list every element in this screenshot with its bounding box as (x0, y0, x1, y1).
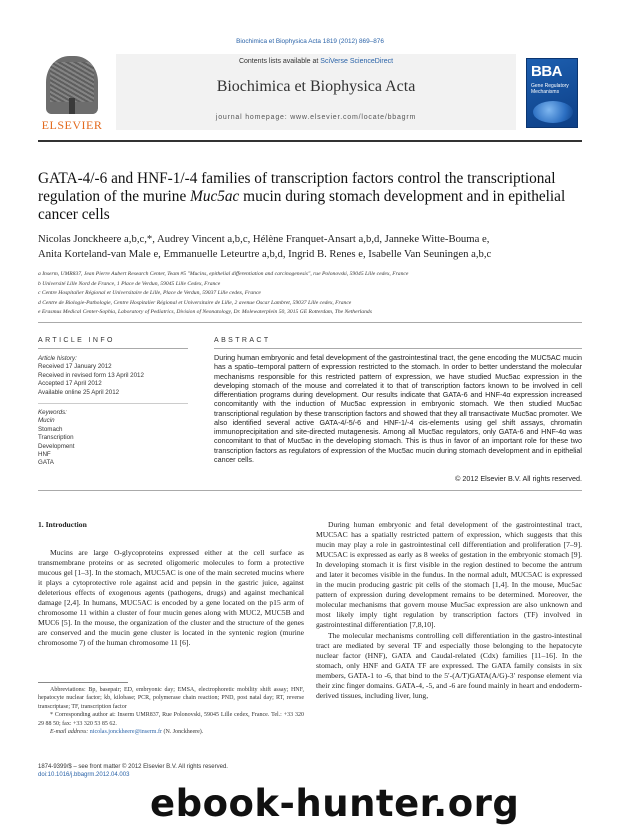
title-part-2: mucin during stomach development and in epithelial cancer cells (38, 188, 566, 223)
affiliation-a: a Inserm, UMR837, Jean Pierre Aubert Research Center, Team #5 "Mucins, epithelial differentiation and carcinogenesis", rue Polonovski, 59045 Lille cedex, France (38, 271, 409, 277)
body-column-right (316, 520, 582, 701)
affiliations (38, 270, 588, 318)
abstract-bottom-rule (38, 490, 582, 491)
keyword-item: Mucin (38, 417, 55, 425)
keyword-item: Stomach (38, 425, 63, 433)
abbreviations-footnote: Abbreviations: Bp, basepair; ED, embryonic day; EMSA, electrophoretic mobility shift assay; HNF, hepatocyte nuclear factor; kb, kilobase; PCR, polymerase chain reaction; PND, post natal day; RT, reverse transcriptase; TF, transcription factor (38, 687, 304, 710)
keywords-block (38, 409, 188, 468)
article-info-rule (38, 348, 188, 349)
keyword-item: HNF (38, 451, 51, 459)
affiliation-e: e Erasmus Medical Center-Sophia, Laboratory of Pediatrics, Division of Neonatology, Dr. Molewaterplein 50, 3015 GE Rotterdam, The Netherlands (38, 309, 372, 316)
keyword-item: Transcription (38, 434, 74, 442)
intro-paragraph-2: During human embryonic and fetal development of the gastrointestinal tract, MUC5AC has a spatially restricted pattern of expression, which suggests that this mucin may play a role in gastrointestinal cell differentiation and proliferation [7–9]. MUC5AC is expressed as early as 8 weeks of gestation in the embryonic stomach [9]. In developing stomach it is first visible in the region destined to become the antrum and later it becomes visible in the fundus. In the normal adult, MUC5AC is expressed in the mucin producing gastric pit cells of the stomach [1,4]. In the mouse, Muc5ac pattern of expression during development remains to be determined. Moreover, the molecular mechanisms that govern mouse Muc5ac expression are also unknown and most likely imply tight regulation by transcription factors (TF) involved in gastrointestinal differentiation [7,8,10]. (316, 520, 582, 630)
article-history (38, 355, 188, 397)
contents-prefix: Contents lists available at (238, 58, 319, 65)
email-link[interactable]: nicolas.jonckheere@inserm.fr (89, 729, 162, 736)
cover-subtitle: Gene Regulatory Mechanisms (531, 83, 569, 95)
doi-link[interactable]: doi:10.1016/j.bbagrm.2012.04.003 (38, 772, 130, 779)
issn-block (38, 763, 304, 780)
sciencedirect-link[interactable]: SciVerse ScienceDirect (320, 58, 394, 65)
intro-paragraph-1: Mucins are large O-glycoproteins expressed either at the cell surface as transmembrane proteins or as secreted oligomeric molecules to form a protective mucous gel [1–3]. In the stomach, MUC5AC is one of the main secreted mucins where it plays a cytoprotective role against acid and pepsin in the gastric juice, against deleterious effects of exogenous agents (pathogens, drugs) and against mechanical damage [2,4]. In humans, MUC5AC is encoded by a gene located on the p15 arm of chromosome 11 within a cluster of four mucin genes along with MUC2, MUC5B and MUC6 [5]. In the mouse, the organization of the cluster and the structure of the genes are conserved and the mucin gene cluster is located in the syntenic region (murine chromosome 7) of the human chromosome 11 [6]. (38, 548, 304, 648)
contents-line (116, 58, 516, 65)
email-footnote (38, 728, 304, 736)
body-column-left (38, 520, 304, 649)
corresponding-author-footnote: * Corresponding author at: Inserm UMR837, Rue Polonovski, 59045 Lille cedex, France. Tel.: +33 320 29 88 50; fax: +33 320 53 85 62. (38, 712, 304, 727)
journal-title: Biochimica et Biophysica Acta (216, 78, 416, 95)
journal-banner (116, 54, 516, 130)
history-accepted: Accepted 17 April 2012 (38, 380, 102, 388)
footnote-divider (38, 682, 128, 683)
title-gene-name: Muc5ac (190, 188, 240, 205)
issn-front-matter: 1874-9399/$ – see front matter © 2012 Elsevier B.V. All rights reserved. (38, 764, 228, 770)
author-list (38, 232, 588, 262)
footnotes (38, 686, 304, 736)
watermark-text: ebook-hunter.org (150, 782, 520, 825)
journal-citation-header[interactable]: Biochimica et Biophysica Acta 1819 (2012) 869–876 (236, 38, 384, 45)
affiliation-c: c Centre Hospitalier Régional et Universitaire de Lille, Place de Verdun, 59037 Lille cedex, France (38, 290, 261, 297)
authors-line-1: Nicolas Jonckheere a,b,c,*, Audrey Vincent a,b,c, Hélène Franquet-Ansart a,b,d, Janneke Witte-Bouma e, (38, 233, 490, 245)
keywords-label: Keywords: (38, 409, 67, 416)
abstract-body: During human embryonic and fetal development of the gastrointestinal tract, the gene encoding the MUC5AC mucin has a spatio–temporal pattern of expression restricted to the stomach. In order to better understand the molecular mechanisms responsible for this restricted pattern of expression, we have studied Muc5ac expression in the developing stomach of the mouse and correlated it to that of transcription factors known to be involved in cell differentiation programs during development. Our results indicate that GATA-6 and HNF-4α expression increased concomitantly with the induction of Muc5ac expression in embryonic stomach. We then studied Muc5ac transcriptional regulation by these transcription factors and showed that they all transactivate Muc5ac promoter. We also identified several active GATA-4/-5/-6 and HNF-1/-4 cis-elements using gel shift assays, chromatin immunoprecipitation and site-directed mutagenesis. Among all Muc5ac regulators, only GATA-6 and HNF-4α was concomitant to that of Muc5ac in the developing stomach. This is thus in favor of an important role for these two transcription factors as regulators of expression of the Muc5ac mucin during stomach development and in epithelial cancer cells. (214, 353, 582, 464)
email-label: E-mail address: (50, 729, 89, 736)
affiliation-b: b Université Lille Nord de France, 1 Place de Verdun, 59045 Lille Cedex, France (38, 280, 221, 287)
journal-homepage[interactable]: journal homepage: www.elsevier.com/locate/bbagrm (215, 114, 417, 121)
keywords-rule (38, 403, 188, 404)
authors-line-2: Anita Korteland-van Male e, Emmanuelle Leteurtre a,b,d, Ingrid B. Renes e, Isabelle Van Seuningen a,b,c (38, 248, 492, 260)
email-suffix: (N. Jonckheere). (163, 729, 204, 736)
history-revised: Received in revised form 13 April 2012 (38, 371, 144, 379)
keyword-item: GATA (38, 459, 54, 467)
article-info-heading: ARTICLE INFO (38, 337, 115, 344)
abstract-rule (214, 348, 582, 349)
history-label: Article history: (38, 355, 77, 362)
cover-artwork (533, 101, 573, 123)
cover-letters: BBA (531, 63, 562, 80)
intro-paragraph-3: The molecular mechanisms controlling cell differentiation in the gastro-intestinal tract are mediated by several TF and especially those belonging to the hepatocyte nuclear factor (HNF), GATA and Caudal-related (Cdx) families [11–16]. In the stomach, only HNF and GATA TF are expressed. The GATA family consists in six members, GATA-1 to -6, that bind to the 5′-(A/T)GATA(A/G)-3′ response element via their zinc finger domains. GATA-4, -5, and -6 are found mainly in heart and endoderm-derived tissues, including liver, lung, (316, 630, 582, 700)
journal-cover-image (526, 58, 578, 128)
affiliations-divider (38, 322, 582, 323)
affiliation-d: d Centre de Biologie-Pathologie, Centre Hospitalier Régional et Universitaire de Lille, 2 avenue Oscar Lambret, 59037 Lille cedex, France (38, 299, 352, 306)
history-online: Available online 25 April 2012 (38, 388, 120, 396)
history-received: Received 17 January 2012 (38, 363, 112, 371)
abstract-heading: ABSTRACT (214, 337, 271, 344)
article-title (38, 170, 588, 224)
masthead-divider (38, 140, 582, 142)
elsevier-tree-icon (46, 56, 98, 114)
elsevier-logo (38, 56, 106, 134)
abstract-copyright: © 2012 Elsevier B.V. All rights reserved. (455, 474, 582, 483)
keyword-item: Development (38, 442, 75, 450)
journal-masthead (38, 54, 582, 134)
section-heading-introduction: 1. Introduction (38, 520, 87, 529)
title-part-1: GATA-4/-6 and HNF-1/-4 families of transcription factors control the transcriptional regulation of the murine (38, 170, 556, 205)
elsevier-wordmark: ELSEVIER (41, 118, 103, 132)
